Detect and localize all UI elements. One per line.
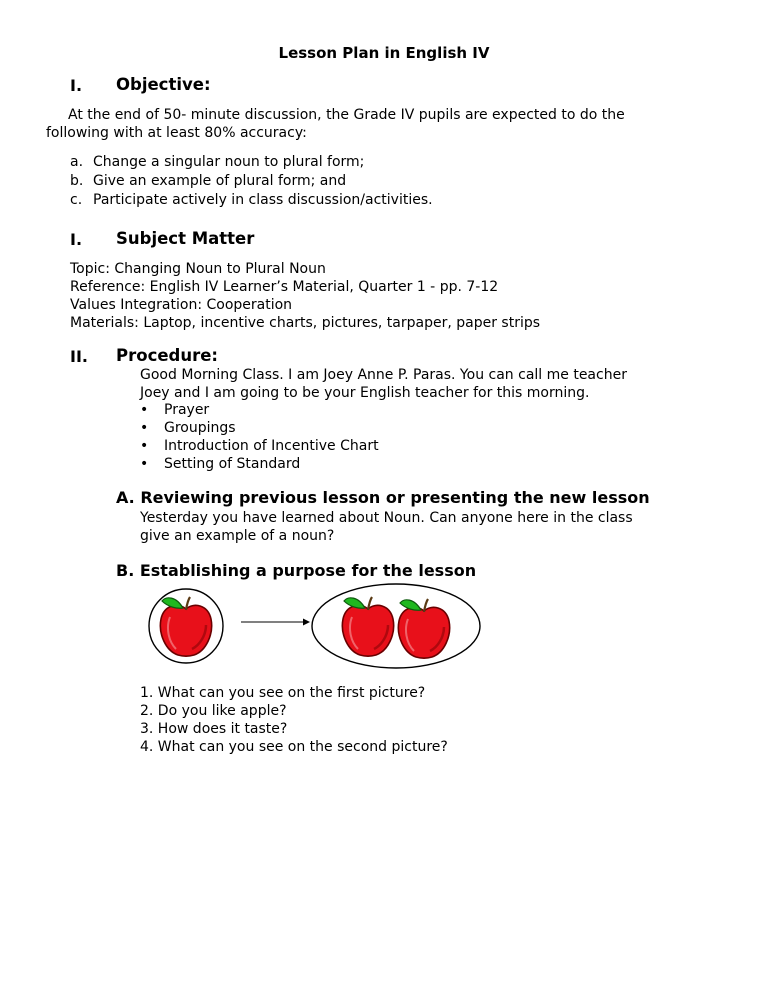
objective-list — [70, 153, 433, 210]
list-item: • Setting of Standard — [140, 456, 301, 472]
list-item: c. Participate actively in class discussion/activities. — [70, 192, 433, 208]
single-apple-icon — [149, 589, 223, 663]
procedure-numeral: II. — [70, 347, 88, 366]
list-item: 2. Do you like apple? — [140, 703, 287, 719]
subject-matter-heading: Subject Matter — [116, 229, 255, 248]
procedure-greeting: Good Morning Class. I am Joey Anne P. Paras. You can call me teacher Joey and I am going to be your English teacher for this morning. — [140, 367, 627, 401]
procedure-heading: Procedure: — [116, 346, 219, 365]
list-item: 3. How does it taste? — [140, 721, 288, 737]
subject-matter-numeral: I. — [70, 230, 83, 249]
list-item: 4. What can you see on the second picture? — [140, 739, 448, 755]
subject-topic: Topic: Changing Noun to Plural Noun — [70, 261, 326, 277]
subject-matter-details — [70, 260, 540, 332]
section-b-questions — [140, 684, 448, 756]
list-item: • Prayer — [140, 402, 210, 418]
procedure-bullets — [140, 401, 379, 473]
subject-reference: Reference: English IV Learner’s Material, Quarter 1 - pp. 7-12 — [70, 279, 499, 295]
page-title: Lesson Plan in English IV — [278, 44, 490, 62]
right-arrow-icon — [241, 619, 310, 626]
list-item: • Groupings — [140, 420, 236, 436]
section-a-text: Yesterday you have learned about Noun. Can anyone here in the class give an example of a noun? — [140, 510, 633, 544]
objective-intro-line1: At the end of 50- minute discussion, the Grade IV pupils are expected to do the — [68, 107, 625, 123]
list-item: a. Change a singular noun to plural form; — [70, 154, 365, 170]
apple-figure — [140, 583, 490, 675]
list-item: 1. What can you see on the first picture? — [140, 685, 426, 701]
list-item: • Introduction of Incentive Chart — [140, 438, 379, 454]
list-item: b. Give an example of plural form; and — [70, 173, 347, 189]
section-b-heading: B. Establishing a purpose for the lesson — [116, 561, 477, 580]
subject-materials: Materials: Laptop, incentive charts, pictures, tarpaper, paper strips — [70, 315, 541, 331]
objective-numeral: I. — [70, 76, 83, 95]
section-a-heading: A. Reviewing previous lesson or presenting the new lesson — [116, 488, 650, 507]
subject-values: Values Integration: Cooperation — [70, 297, 293, 313]
two-apples-icon — [312, 584, 480, 668]
objective-intro-line2: following with at least 80% accuracy: — [46, 125, 307, 141]
objective-heading: Objective: — [116, 75, 211, 94]
